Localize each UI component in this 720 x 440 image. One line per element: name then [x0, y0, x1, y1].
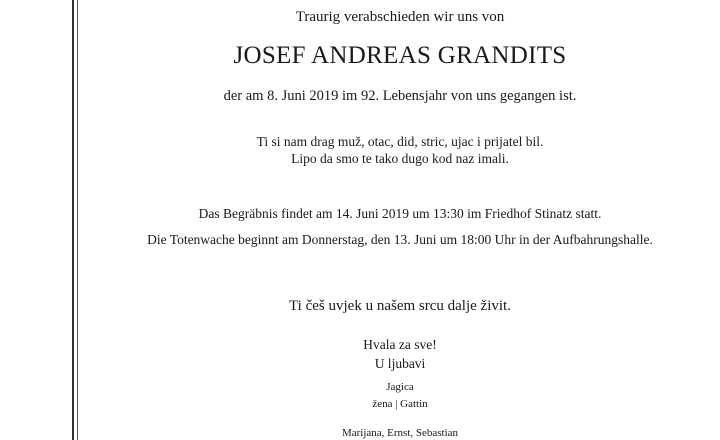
verse-line-2: Lipo da smo te tako dugo kod naz imali.: [291, 151, 509, 166]
thanks-line: Hvala za sve!: [363, 337, 437, 352]
intro-line: Traurig verabschieden wir uns von: [295, 9, 505, 25]
left-border-thin: [77, 0, 78, 440]
verse-line-1: Ti si nam drag muž, otac, did, stric, ujac i prijatel bil.: [256, 134, 544, 149]
death-date-line: der am 8. Juni 2019 im 92. Lebensjahr von uns gegangen ist.: [223, 88, 577, 104]
deceased-name: JOSEF ANDREAS GRANDITS: [233, 42, 567, 69]
signature-wife-role: žena | Gattin: [372, 398, 428, 410]
left-border-thick: [72, 0, 74, 440]
love-line: U ljubavi: [374, 356, 426, 371]
funeral-info: Das Begräbnis findet am 14. Juni 2019 um 13:30 im Friedhof Stinatz statt.: [198, 206, 602, 221]
memorial-motto: Ti češ uvjek u našem srcu dalje živit.: [289, 298, 511, 314]
wake-info: Die Totenwache beginnt am Donnerstag, den 13. Juni um 18:00 Uhr in der Aufbahrungshalle.: [147, 232, 653, 247]
signature-wife-name: Jagica: [386, 381, 414, 393]
signature-children: Marijana, Ernst, Sebastian: [341, 427, 459, 439]
